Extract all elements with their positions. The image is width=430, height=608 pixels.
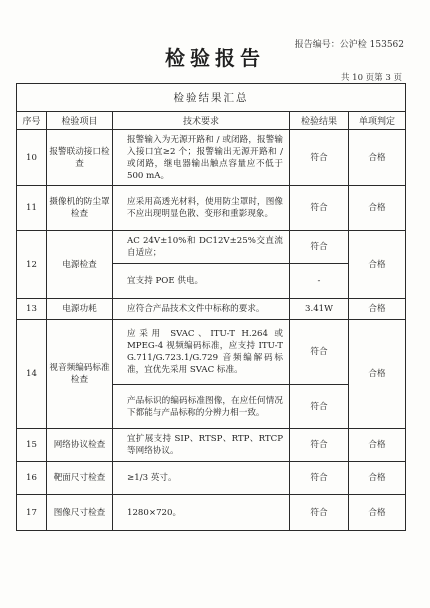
row-no: 14 bbox=[17, 320, 47, 429]
row-item: 电源检查 bbox=[47, 231, 113, 299]
row-requirement: 应采用 SVAC、ITU-T H.264 或 MPEG-4 视频编码标准，应支持 ITU-T G.711/G.723.1/G.729 音频编解码标准，宜优先采用 SVAC 标准。 bbox=[113, 320, 290, 385]
row-result: 3.41W bbox=[290, 299, 349, 320]
table-header-row bbox=[17, 112, 406, 130]
table-row bbox=[17, 299, 406, 320]
row-item: 图像尺寸检查 bbox=[47, 495, 113, 531]
row-requirement: ≥1/3 英寸。 bbox=[113, 462, 290, 495]
row-item: 视音频编码标准检查 bbox=[47, 320, 113, 429]
table-row bbox=[17, 462, 406, 495]
row-result: 符合 bbox=[290, 495, 349, 531]
row-requirement: 应采用高透光材料，使用防尘罩时，图像不应出现明显色散、变形和重影现象。 bbox=[113, 186, 290, 231]
row-result: 符合 bbox=[290, 231, 349, 264]
row-result: 符合 bbox=[290, 130, 349, 186]
row-verdict: 合格 bbox=[349, 495, 406, 531]
row-result: 符合 bbox=[290, 385, 349, 429]
table-row bbox=[17, 320, 406, 385]
row-verdict: 合格 bbox=[349, 462, 406, 495]
document-title: 检验报告 bbox=[165, 46, 265, 70]
row-result: 符合 bbox=[290, 429, 349, 462]
row-no: 13 bbox=[17, 299, 47, 320]
row-requirement: 应符合产品技术文件中标称的要求。 bbox=[113, 299, 290, 320]
row-item: 网络协议检查 bbox=[47, 429, 113, 462]
header-requirement: 技术要求 bbox=[113, 112, 290, 130]
row-requirement: AC 24V±10%和 DC12V±25%交直流自适应； bbox=[113, 231, 290, 264]
row-no: 12 bbox=[17, 231, 47, 299]
row-item: 靶面尺寸检查 bbox=[47, 462, 113, 495]
header-item: 检验项目 bbox=[47, 112, 113, 130]
row-result: - bbox=[290, 264, 349, 299]
row-requirement: 报警输入为无源开路和 / 或闭路，报警输入接口宜≥2 个；报警输出无源开路和 / 或闭路，继电器输出触点容量应不低于 500 mA。 bbox=[113, 130, 290, 186]
report-number: 报告编号：公沪检 153562 bbox=[294, 40, 404, 50]
row-verdict: 合格 bbox=[349, 320, 406, 429]
row-no: 17 bbox=[17, 495, 47, 531]
row-requirement: 宜扩展支持 SIP、RTSP、RTP、RTCP 等网络协议。 bbox=[113, 429, 290, 462]
row-result: 符合 bbox=[290, 186, 349, 231]
header-result: 检验结果 bbox=[290, 112, 349, 130]
table-row bbox=[17, 231, 406, 264]
row-item: 摄像机的防尘罩检查 bbox=[47, 186, 113, 231]
row-result: 符合 bbox=[290, 462, 349, 495]
summary-title-row bbox=[17, 84, 406, 112]
header-verdict: 单项判定 bbox=[349, 112, 406, 130]
table-row bbox=[17, 429, 406, 462]
row-result: 符合 bbox=[290, 320, 349, 385]
row-verdict: 合格 bbox=[349, 231, 406, 299]
row-item: 报警联动接口检查 bbox=[47, 130, 113, 186]
row-verdict: 合格 bbox=[349, 130, 406, 186]
row-verdict: 合格 bbox=[349, 429, 406, 462]
table-row bbox=[17, 186, 406, 231]
row-verdict: 合格 bbox=[349, 186, 406, 231]
row-no: 16 bbox=[17, 462, 47, 495]
row-no: 11 bbox=[17, 186, 47, 231]
header-no: 序号 bbox=[17, 112, 47, 130]
row-requirement: 产品标识的编码标准图像，在应任何情况下都能与产品标称的分辨力相一致。 bbox=[113, 385, 290, 429]
row-requirement: 宜支持 POE 供电。 bbox=[113, 264, 290, 299]
row-verdict: 合格 bbox=[349, 299, 406, 320]
row-no: 10 bbox=[17, 130, 47, 186]
results-table bbox=[16, 83, 406, 531]
table-row bbox=[17, 130, 406, 186]
row-requirement: 1280×720。 bbox=[113, 495, 290, 531]
row-item: 电源功耗 bbox=[47, 299, 113, 320]
summary-title: 检验结果汇总 bbox=[17, 84, 406, 112]
page-info: 共 10 页第 3 页 bbox=[340, 73, 402, 83]
table-row bbox=[17, 495, 406, 531]
row-no: 15 bbox=[17, 429, 47, 462]
